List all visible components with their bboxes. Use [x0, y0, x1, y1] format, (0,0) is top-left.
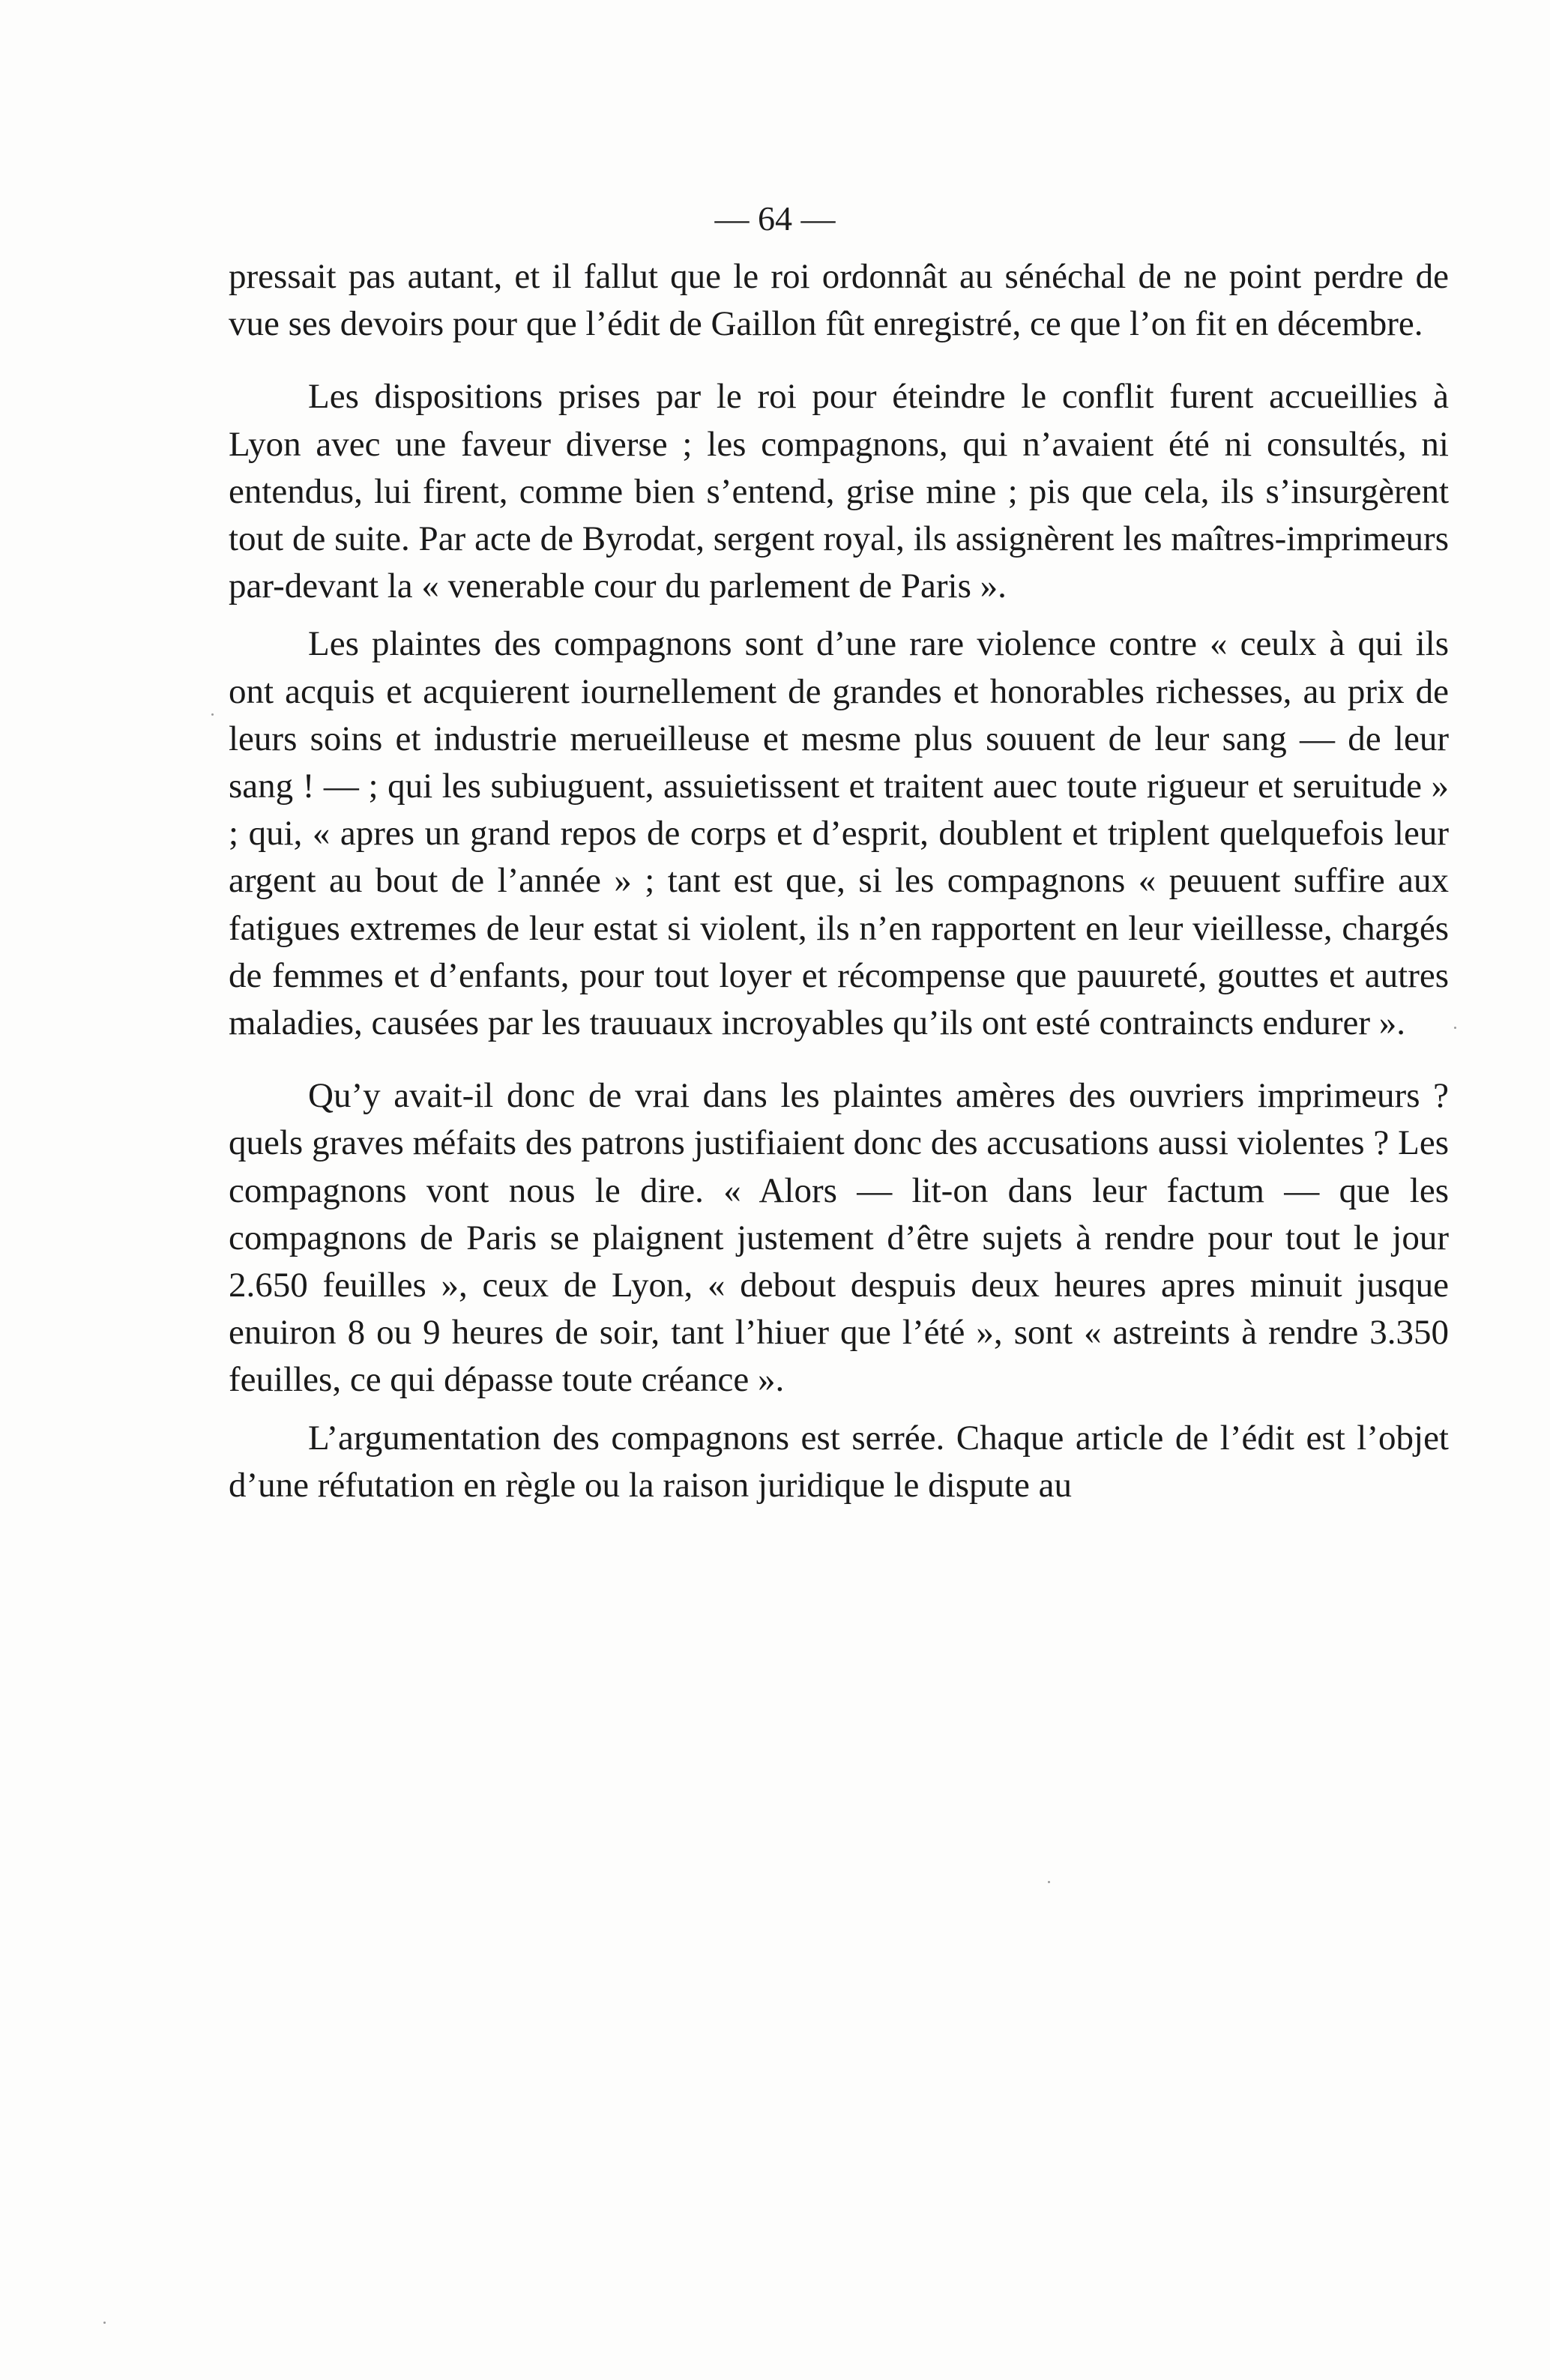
- body-text: [229, 253, 1449, 1509]
- paragraph-2: Les dispositions prises par le roi pour éteindre le conflit furent accueillies à Lyon avec une faveur diverse ; les compagnons, qui n’avaient été ni consultés, ni entendus, lui firent, comme bien s’entend, grise mine ; pis que cela, ils s’insurgèrent tout de suite. Par acte de Byrodat, sergent royal, ils assignèrent les maîtres-imprimeurs par-devant la « venerable cour du parlement de Paris ».: [229, 377, 1449, 606]
- paper-speck: [1454, 1027, 1456, 1029]
- paper-speck: [103, 2322, 106, 2324]
- paragraph-5: L’argumentation des compagnons est serrée. Chaque article de l’édit est l’objet d’une réfutation en règle ou la raison juridique le dispute au: [229, 1418, 1449, 1505]
- page-number: — 64 —: [714, 199, 836, 238]
- paragraph-4: Qu’y avait-il donc de vrai dans les plaintes amères des ouvriers imprimeurs ? quels graves méfaits des patrons justifiaient donc des accusations aussi violentes ? Les compagnons vont nous le dire. « Alors — lit-on dans leur factum — que les compagnons de Paris se plaignent justement d’être sujets à rendre pour tout le jour 2.650 feuilles », ceux de Lyon, « debout despuis deux heures apres minuit jusque enuiron 8 ou 9 heures de soir, tant l’hiuer que l’été », sont « astreints à rendre 3.350 feuilles, ce qui dépasse toute créance ».: [229, 1076, 1449, 1400]
- paragraph-1: pressait pas autant, et il fallut que le roi ordonnât au sénéchal de ne point perdre de vue ses devoirs pour que l’édit de Gaillon fût enregistré, ce que l’on fit en décembre.: [229, 257, 1449, 344]
- paragraph-3: Les plaintes des compagnons sont d’une rare violence contre « ceulx à qui ils ont acquis et acquierent iournellement de grandes et honorables richesses, au prix de leurs soins et industrie merueilleuse et mesme plus souuent de leur sang — de leur sang ! — ; qui les subiuguent, assuietissent et traitent auec toute rigueur et seruitude » ; qui, « apres un grand repos de corps et d’esprit, doublent et triplent quelquefois leur argent au bout de l’année » ; tant est que, si les compagnons « peuuent suffire aux fatigues extremes de leur estat si violent, ils n’en rapportent en leur vieillesse, chargés de femmes et d’enfants, pour tout loyer et récompense que pauureté, gouttes et autres maladies, causées par les trauuaux incroyables qu’ils ont esté contraincts endurer ».: [229, 624, 1449, 1043]
- paper-speck: [211, 713, 214, 716]
- paper-speck: [1048, 1881, 1050, 1883]
